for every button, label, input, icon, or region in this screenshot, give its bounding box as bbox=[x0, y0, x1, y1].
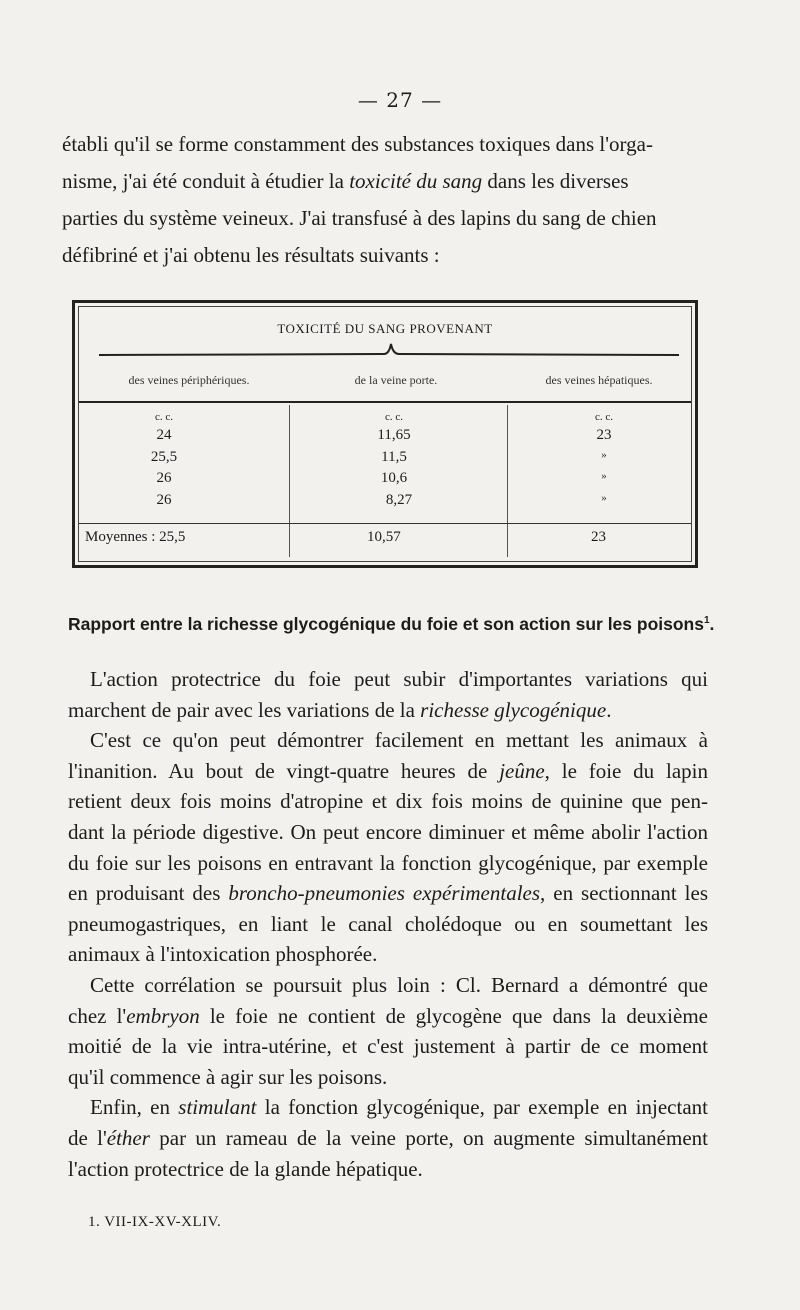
table-cell: 26 bbox=[156, 491, 172, 508]
text-line: pneumogastriques, en liant le canal cholédoque ou en soumettant les bbox=[68, 911, 708, 936]
text-span: Enfin, en bbox=[90, 1095, 179, 1120]
brace-decoration bbox=[89, 341, 685, 363]
section-heading bbox=[68, 614, 748, 635]
table-cell: 26 bbox=[156, 470, 172, 486]
averages-rule bbox=[79, 523, 691, 524]
text-line bbox=[68, 1123, 708, 1154]
body-paragraphs bbox=[68, 664, 708, 1184]
table-inner-frame bbox=[78, 306, 692, 562]
unit-label: c. c. bbox=[384, 411, 403, 423]
unit-label: c. c. bbox=[154, 411, 173, 423]
table-title: TOXICITÉ DU SANG PROVENANT bbox=[277, 321, 493, 336]
text-span: le foie ne contient de glycogène que dans la deuxième bbox=[199, 1003, 708, 1028]
column-header-peripheral: des veines périphériques. bbox=[128, 373, 250, 387]
emphasis: jeûne bbox=[499, 758, 545, 783]
column-divider bbox=[289, 405, 290, 557]
page-number: — 27 — bbox=[357, 88, 443, 112]
emphasis: broncho-pneumonies expérimentales bbox=[228, 881, 541, 906]
text-line: l'action protectrice de la glande hépatique. bbox=[68, 1156, 423, 1181]
column-porte bbox=[349, 411, 439, 513]
footnote: 1. VII-IX-XV-XLIV. bbox=[88, 1214, 222, 1230]
text-span: , le foie du lapin bbox=[544, 758, 708, 783]
table-cell: 8,27 bbox=[385, 491, 413, 508]
text-line: dant la période digestive. On peut encore diminuer et même abolir l'action bbox=[68, 819, 708, 844]
text-line: du foie sur les poisons en entravant la fonction glycogénique, par exemple bbox=[68, 850, 708, 875]
average-hepatic: 23 bbox=[591, 529, 606, 545]
text-line: animaux à l'intoxication phosphorée. bbox=[68, 942, 378, 967]
column-peripheral bbox=[139, 411, 189, 513]
text-line: établi qu'il se forme constamment des substances toxiques dans l'orga- bbox=[62, 132, 653, 156]
table-cell: » bbox=[601, 448, 607, 461]
footnote-mark: 1 bbox=[703, 615, 710, 627]
text-line bbox=[68, 695, 708, 726]
intro-paragraph bbox=[62, 126, 702, 274]
text-line: Cette corrélation se poursuit plus loin : Cl. Bernard a démontré que bbox=[90, 972, 708, 997]
text-line: retient deux fois moins d'atropine et dix fois moins de quinine que pen- bbox=[68, 789, 708, 814]
table-cell: 11,65 bbox=[377, 427, 411, 443]
text-span: , en sectionnant les bbox=[540, 881, 708, 906]
emphasis: embryon bbox=[126, 1003, 200, 1028]
text-span: par un rameau de la veine porte, on augmente simultanément bbox=[149, 1125, 708, 1150]
text-span: la fonction glycogénique, par exemple en injectant bbox=[256, 1095, 708, 1120]
text-line: défibriné et j'ai obtenu les résultats suivants : bbox=[62, 243, 440, 267]
text-line: L'action protectrice du foie peut subir d'importantes variations qui bbox=[90, 667, 708, 691]
table-cell: 23 bbox=[596, 427, 612, 443]
averages-label: Moyennes : 25,5 bbox=[85, 529, 186, 545]
text-line: qu'il commence à agir sur les poisons. bbox=[68, 1064, 388, 1089]
text-line bbox=[68, 756, 708, 787]
column-header-porte: de la veine porte. bbox=[354, 373, 438, 387]
text-line: C'est ce qu'on peut démontrer facilement en mettant les animaux à bbox=[90, 728, 708, 753]
text-line bbox=[68, 1092, 708, 1123]
table-cell: » bbox=[601, 491, 607, 504]
text-span: marchent de pair avec les variations de la bbox=[68, 697, 421, 722]
table-cell: 25,5 bbox=[150, 448, 178, 465]
heading-text: Rapport entre la richesse glycogénique du foie et son action sur les poisons bbox=[68, 614, 704, 634]
emphasis: richesse glycogénique bbox=[420, 697, 607, 722]
heading-end: . bbox=[709, 614, 715, 634]
text-line bbox=[68, 878, 708, 909]
column-header-hepatic: des veines hépatiques. bbox=[545, 373, 653, 387]
text-span: l'inanition. Au bout de vingt-quatre heures de bbox=[68, 758, 500, 783]
text-span: en produisant des bbox=[68, 881, 229, 906]
emphasis: stimulant bbox=[178, 1095, 257, 1120]
text-span: dans les diverses bbox=[482, 169, 629, 193]
emphasis: toxicité du sang bbox=[349, 169, 483, 193]
emphasis: éther bbox=[106, 1125, 150, 1150]
column-hepatic bbox=[579, 411, 629, 513]
average-porte: 10,57 bbox=[367, 529, 401, 545]
text-span: nisme, j'ai été conduit à étudier la bbox=[62, 169, 350, 193]
text-span: de l' bbox=[68, 1125, 107, 1150]
column-divider bbox=[507, 405, 508, 557]
table-cell: 11,5 bbox=[381, 448, 407, 465]
header-rule bbox=[79, 401, 691, 403]
table-cell: 24 bbox=[156, 427, 172, 443]
text-line: parties du système veineux. J'ai transfusé à des lapins du sang de chien bbox=[62, 206, 657, 230]
text-line bbox=[62, 163, 702, 200]
unit-label: c. c. bbox=[594, 411, 613, 423]
table-cell: 10,6 bbox=[380, 470, 408, 486]
toxicity-table bbox=[72, 300, 698, 568]
table-cell: » bbox=[601, 470, 607, 482]
text-line bbox=[68, 1001, 708, 1032]
text-line: moitié de la vie intra-utérine, et c'est justement à partir de ce moment bbox=[68, 1034, 708, 1059]
text-span: chez l' bbox=[68, 1003, 127, 1028]
text-span: . bbox=[606, 697, 612, 722]
